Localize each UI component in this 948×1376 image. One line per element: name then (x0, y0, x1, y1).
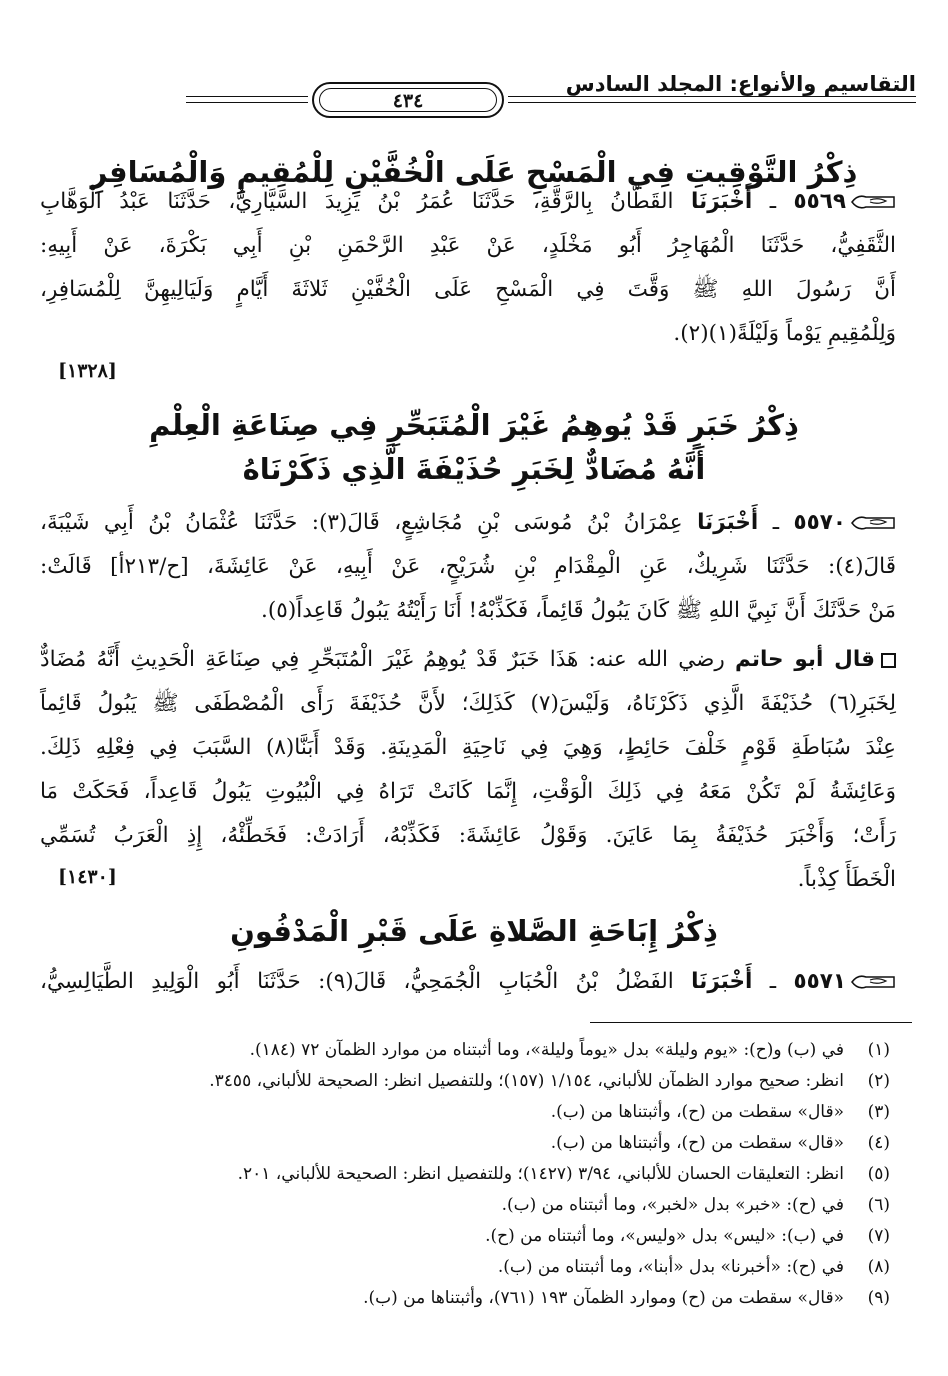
hadith-line: مَنْ حَدَّثَكَ أَنَّ نَبِيَّ اللهِ ﷺ كَانَ يَبُولُ قَائِماً، فَكَذِّبْهُ! أَنَا رَأَيْتُهُ يَبُولُ قَاعِداً(٥). (261, 598, 896, 623)
hadith-text (40, 501, 896, 633)
footnote-text: في (ح): «خبر» بدل «لخبر»، وما أثبتناه من (ب). (501, 1195, 844, 1215)
commentary-lead: قال أبو حاتم (735, 647, 875, 672)
commentary-text (40, 638, 896, 902)
hadith-line: ٥٥٧٠ ـ أَخْبَرَنَا عِمْرَانُ بْنُ مُوسَى بْنِ مُجَاشِعٍ، قَالَ(٣): حَدَّثَنَا عُثْمَانُ بْنُ أَبِي شَيْبَةَ، (40, 501, 896, 545)
commentary-line: لِخَبَرِ(٦) حُذَيْفَةَ الَّذِي ذَكَرْنَاهُ، وَلَيْسَ(٧) كَذَلِكَ؛ لأَنَّ حُذَيْفَةَ رَأَى الْمُصْطَفَى ﷺ يَبُولُ قَائِماً (40, 691, 896, 716)
footnote (40, 1040, 890, 1060)
hadith-opening: أَخْبَرَنَا (691, 189, 753, 214)
hadith-number: ٥٥٧٠ (793, 510, 847, 535)
footnote-number: (٨) (867, 1257, 890, 1277)
page-number: ٤٣٤ (319, 88, 497, 112)
section-title: ذِكْرُ خَبَرٍ قَدْ يُوهِمُ غَيْرَ الْمُتَبَحِّرِ فِي صِنَاعَةِ الْعِلْمِ (149, 408, 799, 442)
hadith-marker-icon (850, 971, 896, 993)
running-title: التقاسيم والأنواع: المجلد السادس (565, 72, 916, 96)
section-title: ذِكْرُ التَّوْقِيتِ فِي الْمَسْحِ عَلَى الْخُفَّيْنِ لِلْمُقِيمِ وَالْمُسَافِرِ (90, 155, 858, 189)
cross-reference: [١٤٣٠] (58, 866, 117, 888)
hadith-line: ٥٥٧١ ـ أَخْبَرَنَا الفَضْلُ بْنُ الْحُبَابِ الْجُمَحِيُّ، قَالَ(٩): حَدَّثَنَا أَبُو الْوَلِيدِ الطَّيَالِسِيُّ، (40, 960, 896, 1004)
footnote-text: «قال» سقطت من (ح)، وأثبتناها من (ب). (550, 1133, 844, 1153)
footnote-text: في (ب) و(ح): «يوم وليلة» بدل «يوماً وليلة»، وما أثبتناه من موارد الظمآن ٧٢ (١٨٤). (249, 1040, 844, 1060)
commentary-line: رَأَتْ؛ وَأَخْبَرَ حُذَيْفَةُ بِمَا عَايَنَ. وَقَوْلُ عَائِشَةَ: فَكَذِّبْهُ، أَرَادَتْ: فَخَطِّئْهُ، إِذِ الْعَرَبُ تُسَمِّي (40, 823, 896, 848)
footnote-separator (590, 1022, 912, 1023)
hadith-opening: أَخْبَرَنَا (691, 969, 753, 994)
hadith-line-text: القَطَّانُ بِالرَّقَّةِ، حَدَّثَنَا عُمَرُ بْنُ يَزِيدَ السَّيَّارِيُّ، حَدَّثَنَا عَبْدُ الْوَهَّابِ (40, 189, 674, 214)
footnote (40, 1164, 890, 1184)
footnote (40, 1071, 890, 1091)
hadith-number: ٥٥٦٩ (793, 189, 847, 214)
footnote-number: (٥) (867, 1164, 890, 1184)
commentary-line: عِنْدَ سُبَاطَةِ قَوْمٍ خَلْفَ حَائِطٍ، وَهِيَ فِي نَاحِيَةِ الْمَدِينَةِ. وَقَدْ أَبَنَّا(٨) السَّبَبَ فِي فِعْلِهِ ذَلِكَ. (40, 735, 896, 760)
footnote (40, 1257, 890, 1277)
section-title: أَنَّهُ مُضَادٌّ لِخَبَرِ حُذَيْفَةَ الَّذِي ذَكَرْنَاهُ (242, 452, 706, 486)
hadith-line: أَنَّ رَسُولَ اللهِ ﷺ وَقَّتَ فِي الْمَسْحِ عَلَى الْخُفَّيْنِ ثَلاثَةَ أَيَّامٍ وَلَيَالِيهِنَّ لِلْمُسَافِرِ، (40, 277, 896, 302)
hadith-text (40, 180, 896, 356)
page-number-frame (312, 82, 504, 118)
hadith-line: ٥٥٦٩ ـ أَخْبَرَنَا القَطَّانُ بِالرَّقَّةِ، حَدَّثَنَا عُمَرُ بْنُ يَزِيدَ السَّيَّارِيُّ، حَدَّثَنَا عَبْدُ الْوَهَّابِ (40, 180, 896, 224)
cross-reference: [١٣٢٨] (58, 360, 117, 382)
footnote (40, 1195, 890, 1215)
hadith-opening: أَخْبَرَنَا (697, 510, 759, 535)
hadith-number: ٥٥٧١ (793, 969, 846, 994)
footnote (40, 1133, 890, 1153)
commentary-line-text: رضي الله عنه: هَذَا خَبَرٌ قَدْ يُوهِمُ غَيْرَ الْمُتَبَحِّرِ فِي صِنَاعَةِ الْحَدِيثِ أَنَّهُ مُضَادٌّ (40, 647, 725, 672)
running-header (26, 60, 916, 120)
footnote-text: انظر: صحيح موارد الظمآن للألباني، ١/١٥٤ (١٥٧)؛ وللتفصيل انظر: الصحيحة للألباني، ٣٤٥٥. (209, 1071, 844, 1091)
footnote-text: في (ب): «ليس» بدل «وليس»، وما أثبتناه من (ح). (485, 1226, 844, 1246)
footnote-number: (٦) (867, 1195, 890, 1215)
hadith-line: الثَّقَفِيُّ، حَدَّثَنَا الْمُهَاجِرُ أَبُو مَخْلَدٍ، عَنْ عَبْدِ الرَّحْمَنِ بْنِ أَبِي بَكْرَةَ، عَنْ أَبِيهِ: (40, 233, 896, 258)
footnote-number: (٧) (867, 1226, 890, 1246)
section-title: ذِكْرُ إِبَاحَةِ الصَّلاةِ عَلَى قَبْرِ الْمَدْفُونِ (230, 914, 718, 948)
square-bullet-icon (881, 653, 896, 668)
footnote-text: في (ح): «أخبرنا» بدل «أبنا»، وما أثبتناه من (ب). (497, 1257, 844, 1277)
footnote-text: «قال» سقطت من (ح)، وأثبتناها من (ب). (550, 1102, 844, 1122)
commentary-line: وَعَائِشَةُ لَمْ تَكُنْ مَعَهُ فِي ذَلِكَ الْوَقْتِ، إِنَّمَا كَانَتْ تَرَاهُ فِي الْبُيُوتِ يَبُولُ قَاعِداً، فَحَكَتْ مَا (40, 779, 896, 804)
header-rule (186, 96, 308, 97)
commentary-line: الْخَطَأَ كِذْباً. (797, 867, 896, 892)
footnote-number: (١) (867, 1040, 890, 1060)
footnote-number: (٩) (867, 1288, 890, 1308)
hadith-line-text: الفَضْلُ بْنُ الْحُبَابِ الْجُمَحِيُّ، قَالَ(٩): حَدَّثَنَا أَبُو الْوَلِيدِ الطَّيَالِسِيُّ، (40, 969, 674, 994)
footnote (40, 1102, 890, 1122)
hadith-line: قَالَ(٤): حَدَّثَنَا شَرِيكٌ، عَنِ الْمِقْدَامِ بْنِ شُرَيْحٍ، عَنْ أَبِيهِ، عَنْ عَائِشَةَ، [ح/٢١٣أ] قَالَتْ: (40, 554, 896, 579)
footnote-number: (٢) (867, 1071, 890, 1091)
footnote-number: (٣) (867, 1102, 890, 1122)
footnote-number: (٤) (867, 1133, 890, 1153)
footnote (40, 1226, 890, 1246)
footnote (40, 1288, 890, 1308)
footnote-text: «قال» سقطت من (ح) وموارد الظمآن ١٩٣ (٧٦١)، وأثبتناها من (ب). (363, 1288, 844, 1308)
commentary-line (40, 638, 896, 682)
hadith-line: وَلِلْمُقِيمِ يَوْماً وَلَيْلَةً(١)(٢). (673, 321, 896, 346)
hadith-marker-icon (850, 191, 896, 213)
header-rule (508, 102, 916, 103)
hadith-text (40, 960, 896, 1004)
hadith-line-text: عِمْرَانُ بْنُ مُوسَى بْنِ مُجَاشِعٍ، قَالَ(٣): حَدَّثَنَا عُثْمَانُ بْنُ أَبِي شَيْبَةَ، (40, 510, 683, 535)
header-rule (508, 96, 916, 97)
hadith-marker-icon (850, 512, 896, 534)
header-rule (186, 102, 308, 103)
footnote-text: انظر: التعليقات الحسان للألباني، ٣/٩٤ (١٤٢٧)؛ وللتفصيل انظر: الصحيحة للألباني، ٢٠١. (237, 1164, 844, 1184)
